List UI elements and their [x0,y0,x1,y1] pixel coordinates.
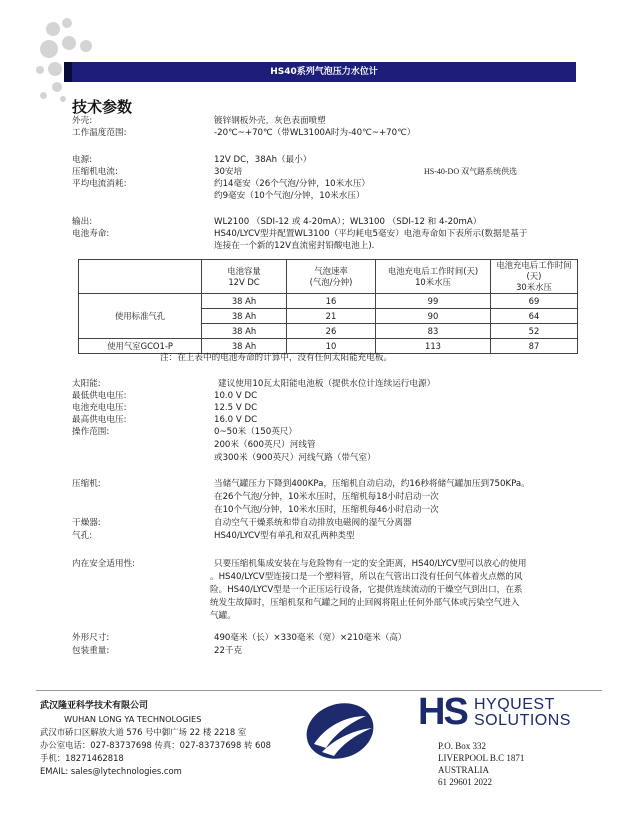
table-cell: 使用气室GCO1-P [79,339,202,354]
hyquest-logo-line-1: HYQUEST [474,696,555,713]
spec-label-dryer: 干燥器: [72,518,101,528]
table-cell: 38 Ah [202,294,287,309]
spec-label-battery-life: 电池寿命: [72,229,110,239]
hyquest-address-line-3: AUSTRALIA [438,765,489,775]
spec-label-solar: 太阳能: [72,379,101,389]
spec-value-min-voltage: 10.0 V DC [214,391,258,401]
safety-line-3: 险。HS40/LYCV型是一个正压运行设备，它提供连续流动的干燥空气到出口，在系 [210,585,523,595]
spec-label-range: 操作范围: [72,427,110,437]
table-cell: 52 [491,324,578,339]
page-banner-title: HS40系列气泡压力水位计 [72,62,576,82]
spec-label-safety: 内在安全适用性: [72,559,136,569]
spec-label-dimensions: 外形尺寸: [72,633,110,643]
hyquest-address-line-2: LIVERPOOL B.C 1871 [438,753,525,763]
spec-value-power: 12V DC，38Ah（最小） [214,155,312,165]
table-cell: 38 Ah [202,324,287,339]
table-group-label: 使用标准气孔 [79,294,202,339]
hyquest-address-line-1: P.O. Box 332 [438,741,487,751]
spec-value-solar: 建议使用10瓦太阳能电池板（提供水位计连续运行电源） [218,379,436,389]
company-phone: 办公室电话：027-83737698 传真：027-83737698 转 608 [40,740,271,750]
spec-label-min-voltage: 最低供电电压: [72,391,127,401]
table-cell: 38 Ah [202,339,287,354]
company-address: 武汉市硚口区解放大道 576 号中御广场 22 楼 2218 室 [40,727,247,737]
spec-label-compressor-current: 压缩机电流: [72,167,118,177]
spec-value-charge-voltage: 12.5 V DC [214,403,258,413]
spec-label-power: 电源: [72,155,93,165]
footer-divider [36,690,602,691]
company-name-cn: 武汉隆亚科学技术有限公司 [40,701,149,711]
company-name-en: WUHAN LONG YA TECHNOLOGIES [64,714,202,724]
spec-value-dryer: 自动空气干燥系统和带自动排放电磁阀的湿气分离器 [214,518,412,528]
table-cell: 69 [491,294,578,309]
spec-label-orifice: 气孔: [72,531,93,541]
table-cell: 64 [491,309,578,324]
compressor-line-1: 当储气罐压力下降到400KPa，压缩机自动启动，约16秒将储气罐加压到750KPa。 [214,479,530,489]
table-cell: 87 [491,339,578,354]
spec-value-battery-life-1: HS40/LYCV型并配置WL3100（平均耗电5毫安）电池寿命如下表所示(数据是基于 [214,229,528,239]
table-header-cell: 电池充电后工作时间(天) 10米水压 [376,260,491,294]
hyquest-logo-line-2: SOLUTIONS [474,712,571,729]
table-cell: 99 [376,294,491,309]
spec-value-output: WL2100 （SDI-12 或 4-20mA）；WL3100 （SDI-12 和 4-20mA） [214,217,482,227]
table-header-cell: 气泡速率 (气泡/分钟) [287,260,376,294]
safety-line-5: 气罐。 [210,611,236,621]
company-mobile: 手机：18271462818 [40,753,124,763]
table-cell: 83 [376,324,491,339]
table-cell: 90 [376,309,491,324]
safety-line-1: 只要压缩机集成安装在与危险物有一定的安全距离，HS40/LYCV型可以放心的使用 [214,559,527,569]
table-cell: 21 [287,309,376,324]
table-cell: 26 [287,324,376,339]
spec-value-weight: 22千克 [214,646,243,656]
spec-value-max-voltage: 16.0 V DC [214,415,258,425]
spec-label-charge-voltage: 电池充电电压: [72,403,127,413]
hyquest-address-line-4: 61 29601 2022 [438,777,492,787]
table-cell: 113 [376,339,491,354]
table-cell: 16 [287,294,376,309]
spec-value-range-2: 200米（600英尺）河线管 [214,440,316,450]
compressor-line-3: 在10个气泡/分钟，10米水压时，压缩机每46小时启动一次 [214,505,439,515]
spec-value-orifice: HS40/LYCV型有单孔和双孔两种类型 [214,531,355,541]
spec-value-avg-current-2: 约9毫安（10个气泡/分钟，10米水压） [214,191,365,201]
table-header-row [79,260,578,294]
spec-value-battery-life-2: 连接在一个新的12V直流密封铅酸电池上). [214,241,375,251]
spec-value-avg-current-1: 约14毫安（26个气泡/分钟，10米水压） [214,179,371,189]
table-note: 注：在上表中的电池寿命的计算中，没有任何太阳能充电板。 [160,353,393,363]
hyquest-logo-mark: HS [418,691,467,733]
dual-channel-note: HS-40-DO 双气路系统供选 [424,167,518,176]
table-row [79,294,578,309]
spec-label-max-voltage: 最高供电电压: [72,415,127,425]
safety-line-2: 。HS40/LYCV型连接口是一个塑料管，所以在气管出口没有任何气体着火点燃的风 [210,572,523,582]
spec-value-dimensions: 490毫米（长）×330毫米（宽）×210毫米（高） [214,633,407,643]
spec-label-temp: 工作温度范围: [72,128,127,138]
table-header-cell: 电池充电后工作时间(天) 30米水压 [491,260,578,294]
spec-label-avg-current: 平均电流消耗: [72,179,127,189]
spec-value-range-1: 0~50米（150英尺） [214,427,297,437]
spec-label-weight: 包装重量: [72,646,110,656]
spec-value-temp: -20℃~+70℃（带WL3100A时为-40℃~+70℃） [214,128,416,138]
spec-label-compressor: 压缩机: [72,479,101,489]
banner-accent [64,62,72,82]
table-cell: 38 Ah [202,309,287,324]
section-title: 技术参数 [72,98,133,116]
spec-label-housing: 外壳: [72,116,93,126]
spec-label-output: 输出: [72,217,93,227]
spec-value-range-3: 或300米（900英尺）河线气路（带气室） [214,453,376,463]
compressor-line-2: 在26个气泡/分钟，10米水压时，压缩机每18小时启动一次 [214,492,439,502]
safety-line-4: 统发生故障时，压缩机泵和气罐之间的止回阀将阻止任何外部气体或污染空气进入 [210,598,520,608]
battery-life-table [78,259,578,354]
spec-value-compressor-current: 30安培 [214,167,243,177]
table-header-cell [79,260,202,294]
table-header-cell: 电池容量 12V DC [202,260,287,294]
spec-value-housing: 镀锌钢板外壳，灰色表面喷塑 [214,116,326,126]
company-logo-icon [300,700,378,762]
company-email: EMAIL: sales@lytechnologies.com [40,766,182,776]
table-cell: 10 [287,339,376,354]
